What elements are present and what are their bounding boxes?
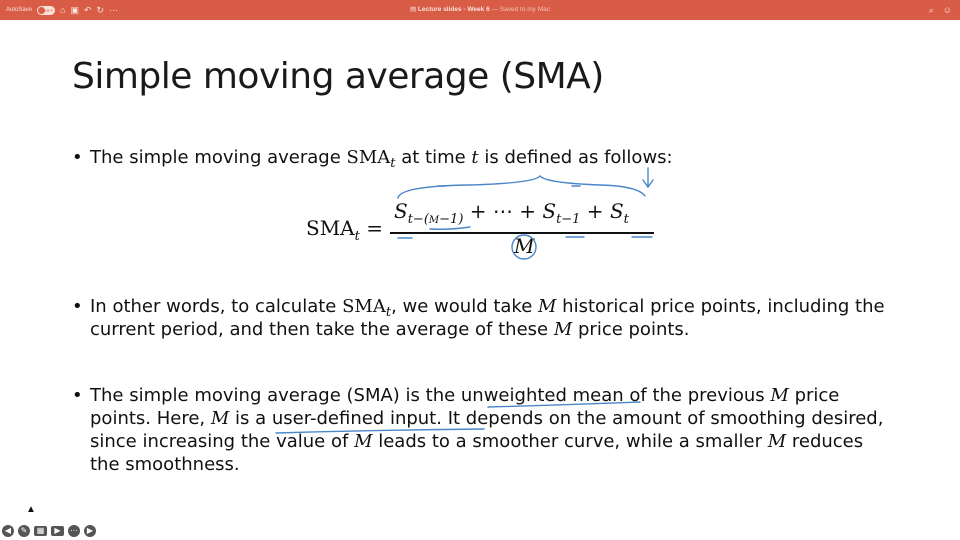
mouse-cursor-icon: ▲ [26,504,36,515]
math-sma: SMA [342,296,386,317]
formula-equals: = [359,216,383,240]
formula-s1-sub-a: t−( [407,212,429,227]
doc-title: Lecture slides - Week 6 [417,6,490,13]
search-icon[interactable]: ⌕ [928,5,934,15]
save-icon[interactable]: ▣ [70,5,79,15]
text-run: The simple moving average (SMA) is the unweighted mean of the previous [90,385,771,406]
slide-title: Simple moving average (SMA) [72,56,604,97]
text-run: historical price points, including the current period, and then take the average of these [90,296,885,340]
text-run: The simple moving average [90,147,347,168]
text-run: is defined as follows: [478,147,673,168]
bullet-in-other-words [90,295,890,341]
autosave-label: AutoSave [6,7,33,13]
text-run: at time [395,147,472,168]
doc-status: — Saved to my Mac [491,6,551,13]
math-t: t [471,147,479,168]
doc-icon: ▤ [409,6,418,13]
annotation-arrow [643,168,653,187]
formula-denominator: M [514,234,535,258]
autosave-toggle-label: OFF [45,7,54,13]
titlebar-left-group [6,0,118,20]
math-m: M [354,431,373,452]
formula-s3: S [609,199,624,223]
video-icon[interactable]: ▶ [51,526,64,536]
math-sma: SMA [346,147,391,168]
more-icon[interactable]: ··· [109,5,119,15]
formula-numerator [394,199,629,227]
text-run: In other words, to calculate [90,296,343,317]
formula-sma: SMA [306,216,355,240]
text-run: is a user-defined input. It depends on the amount of smoothing desired, since increasing the value of [90,408,884,452]
math-m: M [538,296,557,317]
formula-s2-sub: t−1 [556,212,581,227]
formula-s1-sub-b: −1) [439,212,464,227]
slides-icon[interactable]: ▦ [34,526,47,536]
formula-sma-sub: t [354,229,360,244]
window-titlebar [0,0,960,20]
back-icon[interactable]: ◀ [2,525,14,537]
math-m: M [210,408,230,429]
text-run: price points. Here, [90,385,840,429]
text-run: , we would take [391,296,539,317]
document-title [0,0,960,20]
autosave-toggle[interactable] [37,6,55,15]
profile-icon[interactable]: ☺ [942,5,952,15]
bullet-unweighted-mean [90,384,890,476]
titlebar-right-group [929,0,952,20]
math-m: M [553,319,573,340]
text-run: price points. [572,319,690,340]
math-m: M [767,431,787,452]
bullet-sma-definition [90,146,890,169]
annotation-brace [398,176,645,198]
more-icon[interactable]: ⋯ [70,526,78,535]
toggle-knob [38,7,45,14]
formula-s3-sub: t [623,212,629,227]
text-run: leads to a smoother curve, while a smaller [372,431,768,452]
pen-icon[interactable]: ✎ [18,525,30,537]
formula-s1: S [394,199,408,223]
forward-icon[interactable]: ▶ [84,525,96,537]
formula-ellipsis: + ⋯ + [463,199,543,223]
sma-formula [306,196,666,266]
formula-s2: S [542,199,557,223]
presenter-toolbar [2,524,96,538]
math-sub-t: t [390,156,396,171]
redo-icon[interactable]: ↻ [96,5,105,15]
formula-s1-sub-m: M [428,215,440,226]
text-run: reduces the smoothness. [90,431,864,475]
math-m: M [770,385,789,406]
formula-lhs [306,216,383,244]
undo-icon[interactable]: ↶ [83,5,92,15]
home-icon[interactable]: ⌂ [60,5,66,15]
math-sub-t: t [385,305,392,320]
formula-plus: + [580,199,610,223]
